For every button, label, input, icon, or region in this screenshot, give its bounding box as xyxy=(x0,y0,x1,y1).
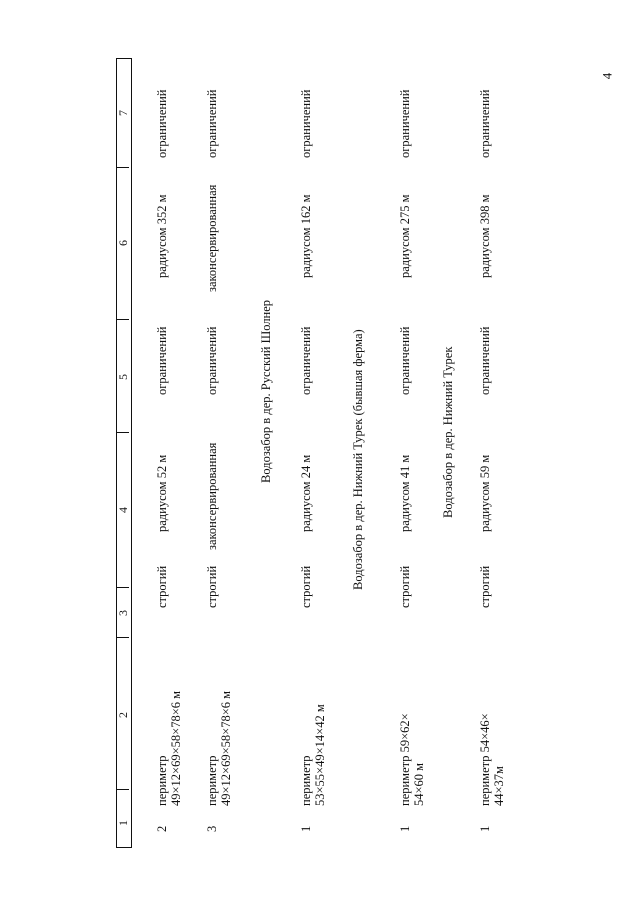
cell-zone1: строгий xyxy=(155,565,169,608)
cell-zone2: законсервированная xyxy=(205,442,219,550)
cell-zone1: строгий xyxy=(398,565,412,608)
cell-perimeter-line2: 54×60 м xyxy=(412,762,426,806)
header-separator xyxy=(116,637,129,638)
section-heading: Водозабор в дер. Нижний Турек xyxy=(441,346,455,518)
cell-perimeter-line2: 49×12×69×58×78×6 м xyxy=(219,690,233,806)
cell-zone3-mode: ограничений xyxy=(299,89,313,158)
cell-perimeter-line2: 53×55×49×14×42 м xyxy=(313,704,327,806)
cell-zone2-mode: ограничений xyxy=(299,326,313,395)
page-number: 4 xyxy=(599,72,615,80)
cell-number: 1 xyxy=(299,825,313,832)
cell-zone3-mode: ограничений xyxy=(478,89,492,158)
section-heading: Водозабор в дер. Нижний Турек (бывшая ферма) xyxy=(351,329,365,590)
cell-perimeter-line1: периметр 54×46× xyxy=(478,713,492,806)
cell-zone2: радиусом 41 м xyxy=(398,454,412,532)
cell-zone1: строгий xyxy=(299,565,313,608)
cell-zone3: радиусом 398 м xyxy=(478,194,492,278)
cell-perimeter-line1: периметр xyxy=(155,755,169,806)
col-header-3: 3 xyxy=(116,610,130,616)
cell-zone2-mode: ограничений xyxy=(155,326,169,395)
cell-zone2-mode: ограничений xyxy=(398,326,412,395)
col-header-5: 5 xyxy=(116,374,130,380)
header-separator xyxy=(116,167,129,168)
header-separator xyxy=(116,587,129,588)
cell-number: 3 xyxy=(205,825,219,832)
col-header-6: 6 xyxy=(116,240,130,246)
cell-perimeter-line2: 49×12×69×58×78×6 м xyxy=(169,690,183,806)
cell-zone2: радиусом 59 м xyxy=(478,454,492,532)
cell-perimeter-line1: периметр 59×62× xyxy=(398,713,412,806)
cell-zone1: строгий xyxy=(205,565,219,608)
header-bottom-rule xyxy=(131,58,132,848)
col-header-7: 7 xyxy=(116,110,130,116)
cell-zone1: строгий xyxy=(478,565,492,608)
cell-zone3-mode: ограничений xyxy=(398,89,412,158)
cell-zone3: законсервированная xyxy=(205,184,219,292)
rotated-table xyxy=(116,58,636,848)
cell-zone3-mode: ограничений xyxy=(155,89,169,158)
header-separator xyxy=(116,58,131,59)
header-separator xyxy=(116,847,131,848)
cell-perimeter-line2: 44×37м xyxy=(492,766,506,806)
cell-zone3: радиусом 275 м xyxy=(398,194,412,278)
cell-zone2-mode: ограничений xyxy=(205,326,219,395)
col-header-1: 1 xyxy=(116,820,130,826)
cell-perimeter-line1: периметр xyxy=(299,755,313,806)
cell-number: 1 xyxy=(398,825,412,832)
cell-zone3: радиусом 162 м xyxy=(299,194,313,278)
cell-zone2: радиусом 52 м xyxy=(155,454,169,532)
cell-perimeter-line1: периметр xyxy=(205,755,219,806)
header-separator xyxy=(116,319,129,320)
cell-zone3: радиусом 352 м xyxy=(155,194,169,278)
col-header-2: 2 xyxy=(116,712,130,718)
col-header-4: 4 xyxy=(116,507,130,513)
cell-number: 1 xyxy=(478,825,492,832)
header-separator xyxy=(116,432,129,433)
header-top-rule xyxy=(116,58,117,848)
cell-zone3-mode: ограничений xyxy=(205,89,219,158)
cell-zone2-mode: ограничений xyxy=(478,326,492,395)
cell-number: 2 xyxy=(155,825,169,832)
section-heading: Водозабор в дер. Русский Шолнер xyxy=(259,299,273,483)
header-separator xyxy=(116,789,129,790)
cell-zone2: радиусом 24 м xyxy=(299,454,313,532)
